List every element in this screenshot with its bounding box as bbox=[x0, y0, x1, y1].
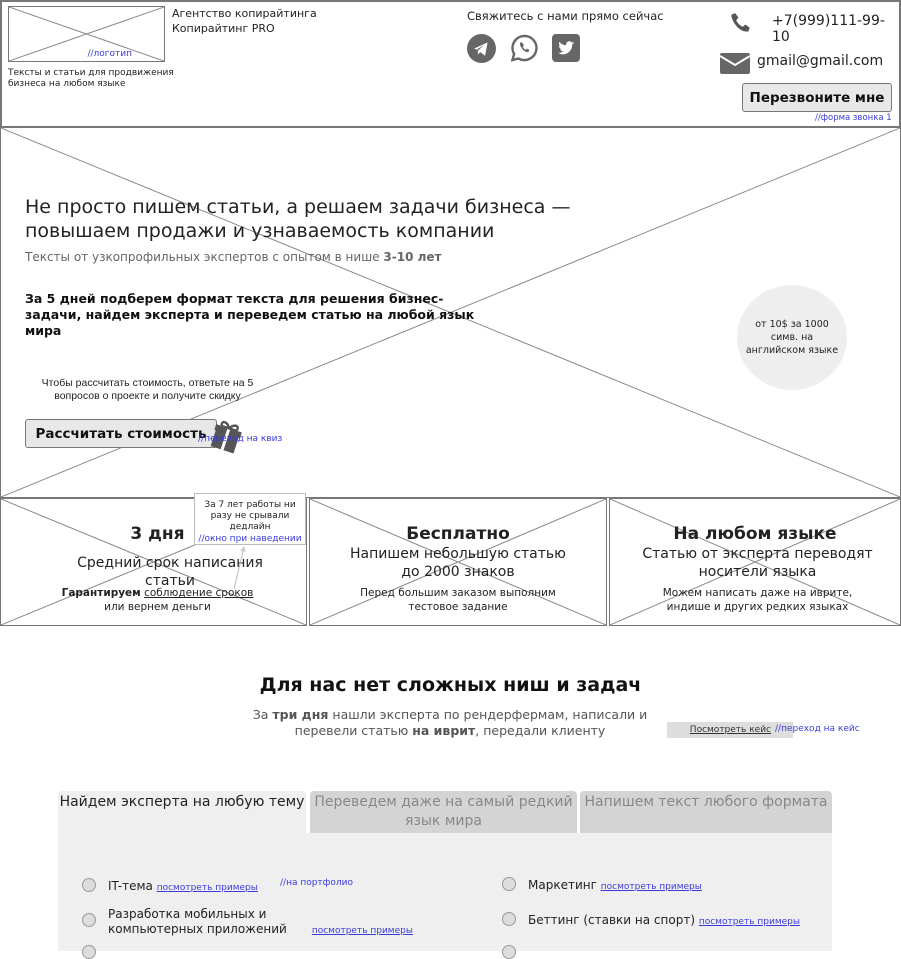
portfolio-note: //на портфолио bbox=[280, 878, 353, 888]
card-text: Перед большим заказом выполним тестовое задание bbox=[360, 587, 556, 613]
option-apps bbox=[108, 907, 428, 939]
section-title: Для нас нет сложных ниш и задач bbox=[259, 674, 642, 696]
hero-subtitle bbox=[25, 250, 441, 264]
logo-placeholder bbox=[8, 6, 165, 62]
agency-name bbox=[172, 6, 317, 36]
hero-subtitle-bold: 3-10 лет bbox=[383, 250, 442, 264]
card-text: Можем написать даже на иврите, индише и других редких языках bbox=[662, 587, 853, 613]
hero-title: Не просто пишем статьи, а решаем задачи бизнеса — повышаем продажи и узнаваемость компании bbox=[25, 196, 571, 242]
callback-button[interactable]: Перезвоните мне bbox=[742, 83, 892, 112]
quiz-text: Чтобы рассчитать стоимость, ответьте на 5 вопросов о проекте и получите скидку bbox=[41, 377, 254, 402]
callback-note: //форма звонка 1 bbox=[815, 113, 892, 123]
calculate-cost-button[interactable]: Рассчитать стоимость bbox=[25, 419, 217, 448]
radio-more[interactable] bbox=[502, 945, 516, 959]
radio-apps[interactable] bbox=[82, 913, 96, 927]
email-address[interactable]: gmail@gmail.com bbox=[757, 53, 884, 69]
option-label: Разработка мобильных и компьютерных приложений bbox=[108, 907, 287, 936]
card-title: На любом языке bbox=[673, 524, 837, 544]
agency-line1: Агентство копирайтинга bbox=[172, 7, 317, 20]
card-subtitle: Статью от эксперта переводят носители языка bbox=[642, 546, 873, 580]
tab-find-expert[interactable]: Найдем эксперта на любую тему bbox=[58, 791, 306, 833]
card-subtitle: Напишем небольшую статью до 2000 знаков bbox=[350, 546, 566, 580]
tab-write-text[interactable]: Напишем текст любого формата bbox=[580, 791, 832, 833]
card-text-bold: Гарантируем bbox=[61, 587, 141, 599]
radio-marketing[interactable] bbox=[502, 877, 516, 891]
card-text bbox=[40, 586, 275, 614]
contact-title: Свяжитесь с нами прямо сейчас bbox=[467, 9, 664, 23]
card-subtitle: Средний срок написания статьи bbox=[77, 555, 263, 589]
tooltip bbox=[194, 493, 306, 545]
agency-line2: Копирайтинг PRO bbox=[172, 22, 275, 35]
quiz-note: //переход на квиз bbox=[198, 434, 283, 444]
desc-part: нашли эксперта по рендерфермам, написали и перевели статью bbox=[294, 707, 648, 738]
section-description bbox=[240, 707, 660, 739]
radio-betting[interactable] bbox=[502, 912, 516, 926]
phone-number[interactable]: +7(999)111-99-10 bbox=[772, 13, 885, 45]
tab-translate[interactable]: Переведем даже на самый редкий язык мира bbox=[310, 791, 577, 833]
desc-part: , передали клиенту bbox=[475, 723, 606, 738]
examples-link[interactable]: посмотреть примеры bbox=[600, 882, 702, 892]
card-text-rest: или вернем деньги bbox=[104, 601, 211, 613]
desc-bold: на иврит bbox=[412, 723, 476, 738]
logo-note: //логотип bbox=[87, 49, 132, 59]
hero-offer: За 5 дней подберем формат текста для решения бизнес-задачи, найдем эксперта и переведем статью на любой язык мира bbox=[25, 291, 475, 338]
option-it bbox=[108, 879, 258, 893]
card-title: Бесплатно bbox=[406, 524, 510, 544]
deadline-hover-link[interactable]: соблюдение сроков bbox=[144, 587, 254, 599]
option-betting bbox=[528, 913, 800, 927]
tagline: Тексты и статьи для продвижения бизнеса на любом языке bbox=[8, 68, 174, 89]
email-icon bbox=[720, 53, 750, 74]
radio-more[interactable] bbox=[82, 945, 96, 959]
twitter-icon[interactable] bbox=[552, 34, 580, 62]
desc-bold: три дня bbox=[272, 707, 329, 722]
tooltip-arrow-icon bbox=[230, 545, 250, 590]
examples-link[interactable]: посмотреть примеры bbox=[156, 883, 258, 893]
phone-icon bbox=[728, 11, 754, 37]
examples-link[interactable]: посмотреть примеры bbox=[311, 926, 413, 936]
option-label: Маркетинг bbox=[528, 878, 597, 892]
option-label: Беттинг (ставки на спорт) bbox=[528, 913, 696, 927]
tooltip-note: //окно при наведении bbox=[198, 534, 302, 544]
option-marketing bbox=[528, 878, 702, 892]
tooltip-text: За 7 лет работы ни разу не срывали дедлайн bbox=[204, 500, 296, 532]
whatsapp-icon[interactable] bbox=[510, 33, 539, 63]
hero-subtitle-text: Тексты от узкопрофильных экспертов с опытом в нише bbox=[25, 250, 384, 264]
case-note: //переход на кейс bbox=[775, 724, 860, 734]
card-title: 3 дня bbox=[130, 524, 185, 544]
radio-it[interactable] bbox=[82, 878, 96, 892]
option-label: IT-тема bbox=[108, 879, 153, 893]
price-circle: от 10$ за 1000 симв. на английском языке bbox=[737, 285, 847, 390]
view-case-label: Посмотреть кейс bbox=[689, 725, 771, 735]
desc-part: За bbox=[252, 707, 273, 722]
examples-link[interactable]: посмотреть примеры bbox=[698, 917, 800, 927]
telegram-icon[interactable] bbox=[467, 34, 496, 63]
